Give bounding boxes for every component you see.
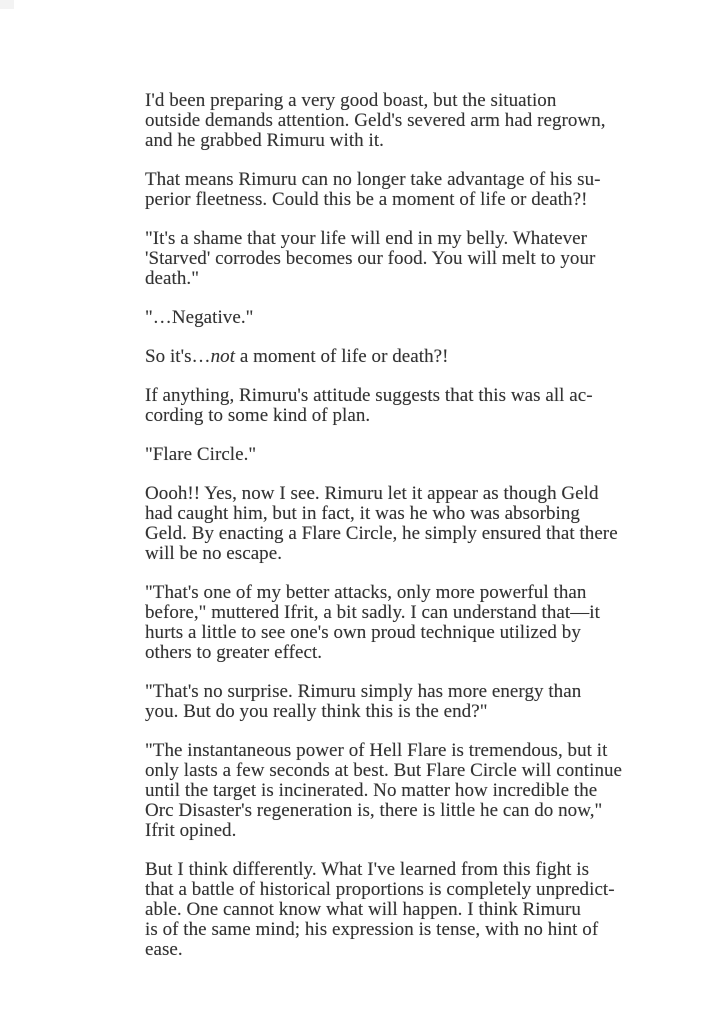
paragraph: [145, 860, 615, 960]
text-line: before," muttered Ifrit, a bit sadly. I can understand that—it: [145, 602, 600, 623]
paragraph: [145, 583, 615, 663]
italic-text: not: [210, 346, 236, 367]
text-line: If anything, Rimuru's attitude suggests that this was all ac-: [145, 385, 593, 406]
text-line: hurts a little to see one's own proud technique utilized by: [145, 622, 581, 643]
paragraph: [145, 445, 615, 465]
text-line: "That's one of my better attacks, only more powerful than: [145, 582, 587, 603]
text-line: only lasts a few seconds at best. But Flare Circle will continue: [145, 760, 623, 781]
text-line: "It's a shame that your life will end in my belly. Whatever: [145, 228, 588, 249]
paragraph: [145, 170, 615, 210]
text-line: death.": [145, 268, 200, 289]
paragraph: [145, 483, 618, 564]
text-line: is of the same mind; his expression is tense, with no hint of: [145, 919, 599, 940]
text-line: that a battle of historical proportions is completely unpredict-: [145, 879, 615, 900]
text-line: ease.: [145, 939, 183, 960]
text-line: But I think differently. What I've learned from this fight is: [145, 859, 590, 880]
text-line: "Flare Circle.": [145, 444, 257, 465]
paragraph: [145, 740, 623, 841]
page-text: [145, 90, 623, 979]
text-line: until the target is incinerated. No matter how incredible the: [145, 780, 598, 801]
paragraph: [145, 682, 615, 722]
text-line: and he grabbed Rimuru with it.: [145, 130, 384, 151]
text-line: Geld. By enacting a Flare Circle, he simply ensured that there: [145, 523, 618, 544]
paragraph: [145, 308, 615, 328]
text-line: Ifrit opined.: [145, 820, 237, 841]
text-line: So it's…not a moment of life or death?!: [145, 346, 449, 367]
text-line: outside demands attention. Geld's severed arm had regrown,: [145, 110, 606, 131]
text-line: had caught him, but in fact, it was he who was absorbing: [145, 503, 580, 524]
text-line: 'Starved' corrodes becomes our food. You will melt to your: [145, 248, 596, 269]
text-line: "The instantaneous power of Hell Flare is tremendous, but it: [145, 740, 608, 761]
text-line: others to greater effect.: [145, 642, 323, 663]
scan-smudge: [0, 0, 14, 9]
paragraph: [145, 347, 615, 367]
text-line: able. One cannot know what will happen. I think Rimuru: [145, 899, 581, 920]
text-line: I'd been preparing a very good boast, but the situation: [145, 90, 557, 111]
paragraph: [145, 386, 615, 426]
text-line: you. But do you really think this is the end?": [145, 701, 488, 722]
paragraph: [145, 229, 615, 289]
paragraph: [145, 91, 615, 151]
text-line: perior fleetness. Could this be a moment of life or death?!: [145, 189, 588, 210]
text-line: That means Rimuru can no longer take advantage of his su-: [145, 169, 601, 190]
text-line: "That's no surprise. Rimuru simply has more energy than: [145, 681, 582, 702]
text-line: will be no escape.: [145, 543, 283, 564]
text-line: Oooh!! Yes, now I see. Rimuru let it appear as though Geld: [145, 483, 599, 504]
text-line: Orc Disaster's regeneration is, there is little he can do now,": [145, 800, 603, 821]
text-line: cording to some kind of plan.: [145, 405, 371, 426]
text-line: "…Negative.": [145, 307, 254, 328]
